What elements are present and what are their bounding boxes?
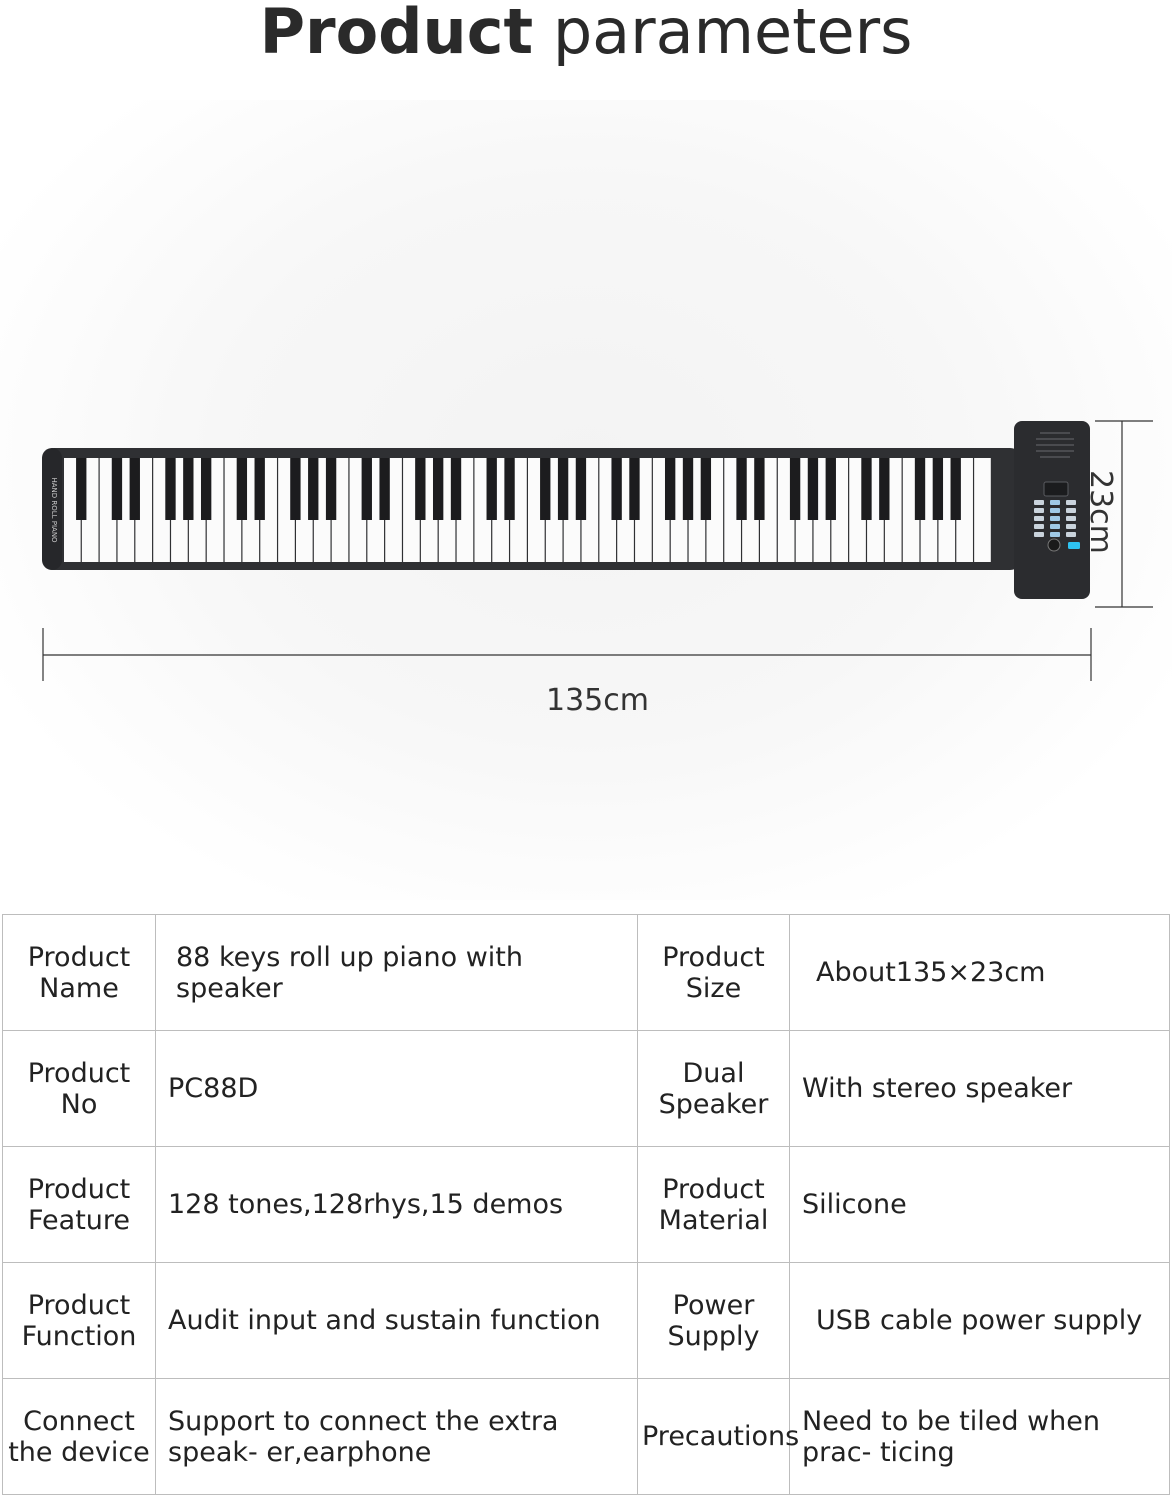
black-key — [540, 458, 550, 520]
panel-button-icon — [1066, 532, 1076, 537]
black-key — [433, 458, 443, 520]
black-key — [379, 458, 389, 520]
panel-button-icon — [1034, 516, 1044, 521]
black-key — [183, 458, 193, 520]
panel-button-icon — [1066, 500, 1076, 505]
param-value: PC88D — [156, 1031, 638, 1147]
black-key — [504, 458, 514, 520]
param-value: 128 tones,128rhys,15 demos — [156, 1147, 638, 1263]
panel-button-icon — [1050, 500, 1060, 505]
param-key: Dual Speaker — [638, 1031, 790, 1147]
volume-knob-icon — [1048, 539, 1060, 551]
param-value: With stereo speaker — [790, 1031, 1170, 1147]
title-light: parameters — [552, 0, 913, 68]
black-key — [362, 458, 372, 520]
black-key — [326, 458, 336, 520]
black-key — [487, 458, 497, 520]
black-key — [826, 458, 836, 520]
black-key — [683, 458, 693, 520]
param-value: 88 keys roll up piano with speaker — [156, 915, 638, 1031]
panel-button-icon — [1034, 500, 1044, 505]
black-key — [415, 458, 425, 520]
panel-button-icon — [1066, 508, 1076, 513]
panel-button-icon — [1034, 524, 1044, 529]
black-key — [112, 458, 122, 520]
table-row — [3, 1031, 1170, 1147]
title-bold: Product — [259, 0, 534, 68]
param-key: Product Function — [3, 1263, 156, 1379]
panel-button-icon — [1066, 516, 1076, 521]
black-key — [290, 458, 300, 520]
param-key: Product Size — [638, 915, 790, 1031]
black-key — [861, 458, 871, 520]
param-key: Product Feature — [3, 1147, 156, 1263]
param-key: Connect the device — [3, 1379, 156, 1495]
black-key — [165, 458, 175, 520]
param-value: Need to be tiled when prac- ticing — [790, 1379, 1170, 1495]
black-key — [201, 458, 211, 520]
black-key — [130, 458, 140, 520]
panel-button-icon — [1050, 516, 1060, 521]
panel-button-icon — [1066, 524, 1076, 529]
table-row — [3, 915, 1170, 1031]
panel-button-icon — [1050, 532, 1060, 537]
black-key — [255, 458, 265, 520]
black-key — [736, 458, 746, 520]
black-key — [611, 458, 621, 520]
param-value: USB cable power supply — [790, 1263, 1170, 1379]
param-key: Product Material — [638, 1147, 790, 1263]
param-key: Power Supply — [638, 1263, 790, 1379]
black-key — [237, 458, 247, 520]
param-key: Product Name — [3, 915, 156, 1031]
panel-button-icon — [1050, 508, 1060, 513]
power-button-icon — [1068, 542, 1080, 549]
black-key — [754, 458, 764, 520]
black-key — [933, 458, 943, 520]
black-key — [308, 458, 318, 520]
black-key — [951, 458, 961, 520]
black-key — [790, 458, 800, 520]
param-key: Product No — [3, 1031, 156, 1147]
black-key — [701, 458, 711, 520]
black-key — [629, 458, 639, 520]
black-key — [451, 458, 461, 520]
panel-button-icon — [1034, 532, 1044, 537]
param-key: Precautions — [638, 1379, 790, 1495]
black-key — [808, 458, 818, 520]
black-key — [879, 458, 889, 520]
black-key — [558, 458, 568, 520]
piano-brand-text: HAND ROLL PIANO — [50, 477, 58, 543]
width-dimension-line — [43, 628, 1091, 681]
param-value: Audit input and sustain function — [156, 1263, 638, 1379]
table-row — [3, 1147, 1170, 1263]
panel-button-icon — [1050, 524, 1060, 529]
black-key — [915, 458, 925, 520]
width-label: 135cm — [546, 683, 649, 718]
table-row — [3, 1263, 1170, 1379]
black-key — [576, 458, 586, 520]
height-label: 23cm — [1083, 470, 1118, 554]
panel-button-icon — [1034, 508, 1044, 513]
black-key — [665, 458, 675, 520]
param-value: About135×23cm — [790, 915, 1170, 1031]
white-key — [974, 458, 991, 562]
parameters-table — [2, 914, 1170, 1495]
table-row — [3, 1379, 1170, 1495]
led-screen — [1044, 482, 1068, 496]
black-key — [76, 458, 86, 520]
param-value: Support to connect the extra speak- er,earphone — [156, 1379, 638, 1495]
param-value: Silicone — [790, 1147, 1170, 1263]
